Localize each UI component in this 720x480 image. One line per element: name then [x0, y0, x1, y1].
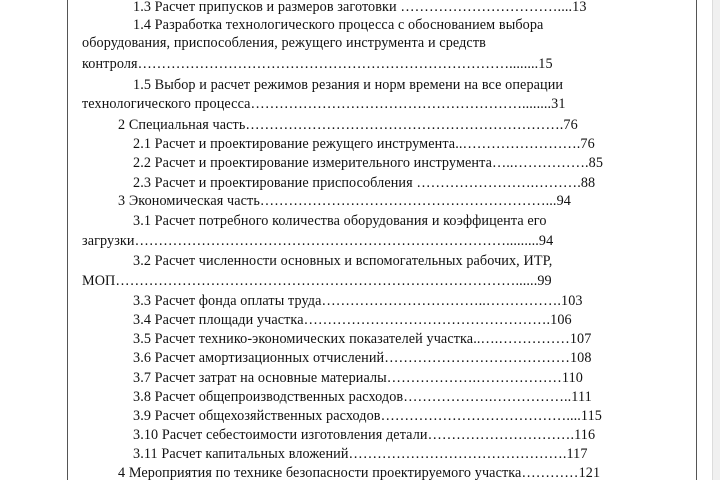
toc-entry-2-1[interactable]: 2.1 Расчет и проектирование режущего инструмента..…………………….76 [133, 136, 595, 152]
toc-entry-3-4[interactable]: 3.4 Расчет площади участка…………………………………………….106 [133, 312, 572, 328]
toc-entry-1-4-end[interactable]: контроля……………………………………………………………………........15 [82, 56, 553, 72]
toc-entry-1-4-cont[interactable]: оборудования, приспособления, режущего инструмента и средств [82, 35, 486, 51]
toc-entry-3-2[interactable]: 3.2 Расчет численности основных и вспомогательных рабочих, ИТР, [133, 253, 553, 269]
toc-entry-1-5-end[interactable]: технологического процесса…………………………………………………........31 [82, 96, 566, 112]
toc-entry-3-1[interactable]: 3.1 Расчет потребного количества оборудования и коэффицента его [133, 213, 547, 229]
window-edge [712, 0, 720, 480]
toc-entry-3-2-end[interactable]: МОП…………………………………………………………………………......99 [82, 273, 552, 289]
page-margin-left-line [67, 0, 68, 480]
toc-entry-1-3[interactable]: 1.3 Расчет припусков и размеров заготовки ……………………………....13 [133, 0, 587, 15]
toc-entry-3-11[interactable]: 3.11 Расчет капитальных вложений……………………………………….117 [133, 446, 588, 462]
toc-entry-3-3[interactable]: 3.3 Расчет фонда оплаты труда……………………………..…………….103 [133, 293, 583, 309]
toc-entry-3-5[interactable]: 3.5 Расчет технико-экономических показателей участка..….……………107 [133, 331, 592, 347]
toc-entry-2-2[interactable]: 2.2 Расчет и проектирование измерительного инструмента…..…………….85 [133, 155, 604, 171]
toc-entry-3-1-end[interactable]: загрузки…………………………………………………………………….........94 [82, 233, 554, 249]
toc-entry-2-3[interactable]: 2.3 Расчет и проектирование приспособления …………………….……….88 [133, 175, 596, 191]
toc-entry-1-5[interactable]: 1.5 Выбор и расчет режимов резания и норм времени на все операции [133, 77, 564, 93]
toc-entry-1-4[interactable]: 1.4 Разработка технологического процесса с обоснованием выбора [133, 17, 544, 33]
toc-entry-4[interactable]: 4 Мероприятия по технике безопасности проектируемого участка…………121 [118, 465, 601, 480]
page-margin-right-line [696, 0, 697, 480]
toc-entry-3-7[interactable]: 3.7 Расчет затрат на основные материалы……………….………………110 [133, 370, 583, 386]
toc-entry-3-6[interactable]: 3.6 Расчет амортизационных отчислений…………………………………108 [133, 350, 592, 366]
toc-entry-3-10[interactable]: 3.10 Расчет себестоимости изготовления детали………………………….116 [133, 427, 596, 443]
toc-entry-3-8[interactable]: 3.8 Расчет общепроизводственных расходов……………….……………..111 [133, 389, 592, 405]
toc-entry-2[interactable]: 2 Специальная часть………………………………………………………….76 [118, 117, 578, 133]
toc-entry-3-9[interactable]: 3.9 Расчет общехозяйственных расходов…………………………………....115 [133, 408, 602, 424]
toc-entry-3[interactable]: 3 Экономическая часть……………………………………………………...94 [118, 193, 571, 209]
